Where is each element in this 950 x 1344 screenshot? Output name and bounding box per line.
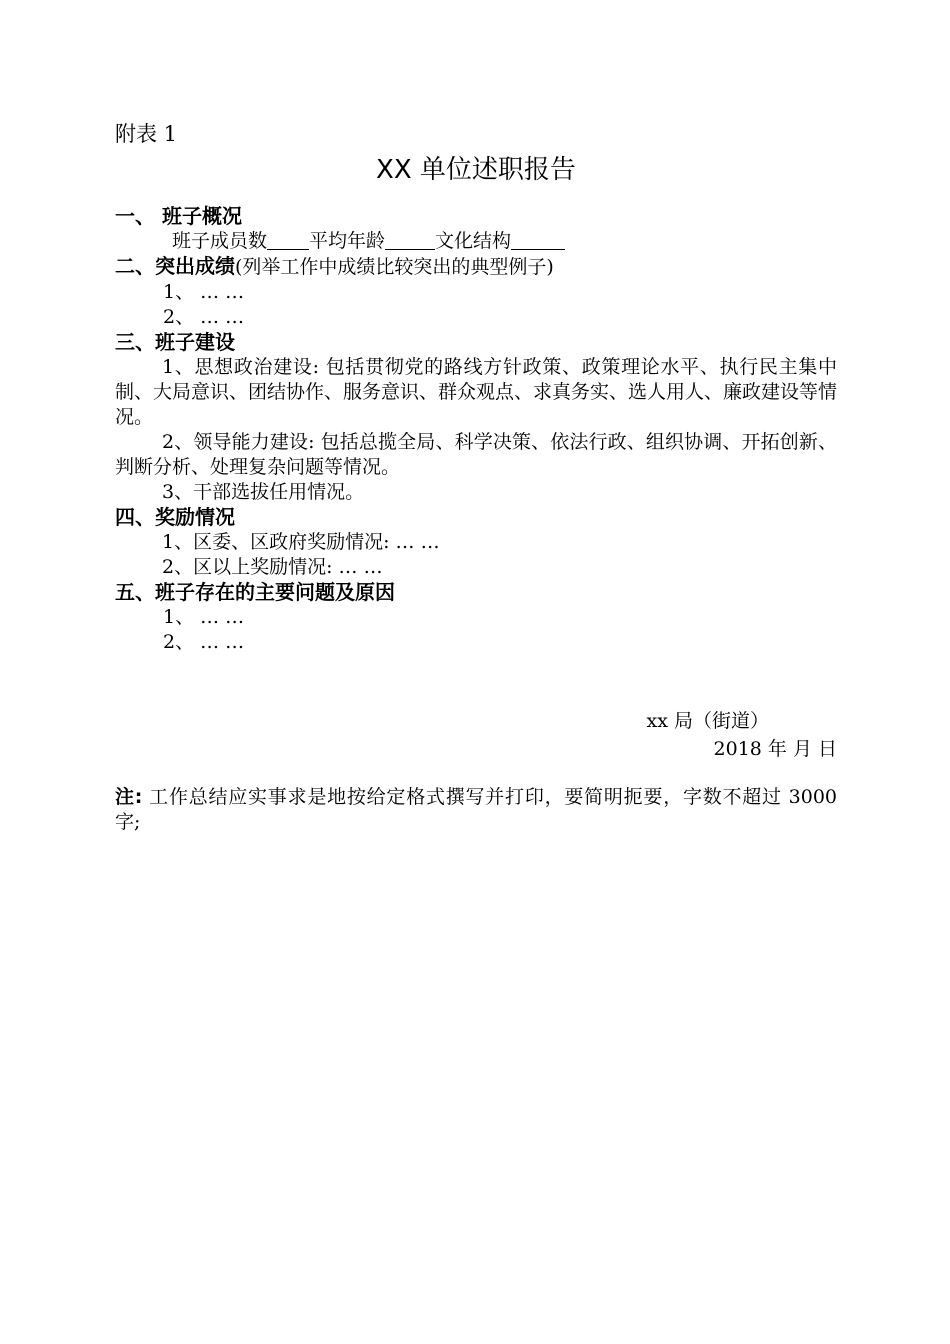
- attachment-label: 附表 1: [115, 122, 178, 146]
- section-2-note: (列举工作中成绩比较突出的典型例子): [235, 256, 554, 278]
- signature-org: xx 局（街道）: [646, 710, 769, 732]
- section-2-heading: [115, 254, 837, 280]
- section-3-item-2: 2、领导能力建设: 包括总揽全局、科学决策、依法行政、组织协调、开拓创新、判断分析、处理复杂问题等情况。: [115, 431, 837, 478]
- document-page: [115, 118, 837, 835]
- member-count-blank: [267, 229, 309, 250]
- note-text: 工作总结应实事求是地按给定格式撰写并打印，要简明扼要，字数不超过 3000 字;: [115, 786, 837, 833]
- section-2-title: 二、突出成绩: [115, 254, 235, 278]
- average-age-label: 平均年龄: [309, 230, 386, 252]
- education-label: 文化结构: [435, 230, 512, 252]
- document-title: XX 单位述职报告: [376, 155, 576, 185]
- note-paragraph: [115, 785, 837, 835]
- section-1-heading: 一、 班子概况: [115, 204, 242, 228]
- section-3-heading: 三、班子建设: [115, 330, 235, 354]
- section-2-item-2: 2、 … …: [163, 306, 245, 328]
- education-blank: [511, 229, 565, 250]
- section-2-item-1: 1、 … …: [163, 281, 245, 303]
- section-5-item-1: 1、 … …: [163, 606, 245, 628]
- section-3-item-3: 3、干部选拔任用情况。: [162, 481, 365, 503]
- average-age-blank: [385, 229, 435, 250]
- signature-date: 2018 年 月 日: [713, 738, 837, 760]
- member-count-label: 班子成员数: [172, 230, 268, 252]
- note-label: 注:: [115, 786, 143, 808]
- section-5-item-2: 2、 … …: [163, 631, 245, 653]
- section-1-line: [115, 229, 837, 254]
- section-4-item-1: 1、区委、区政府奖励情况: … …: [162, 531, 440, 553]
- section-4-heading: 四、奖励情况: [115, 505, 235, 529]
- section-5-heading: 五、班子存在的主要问题及原因: [115, 580, 395, 604]
- section-4-item-2: 2、区以上奖励情况: … …: [162, 556, 383, 578]
- section-3-item-1: 1、思想政治建设: 包括贯彻党的路线方针政策、政策理论水平、执行民主集中制、大局意识、团结协作、服务意识、群众观点、求真务实、选人用人、廉政建设等情况。: [115, 356, 838, 428]
